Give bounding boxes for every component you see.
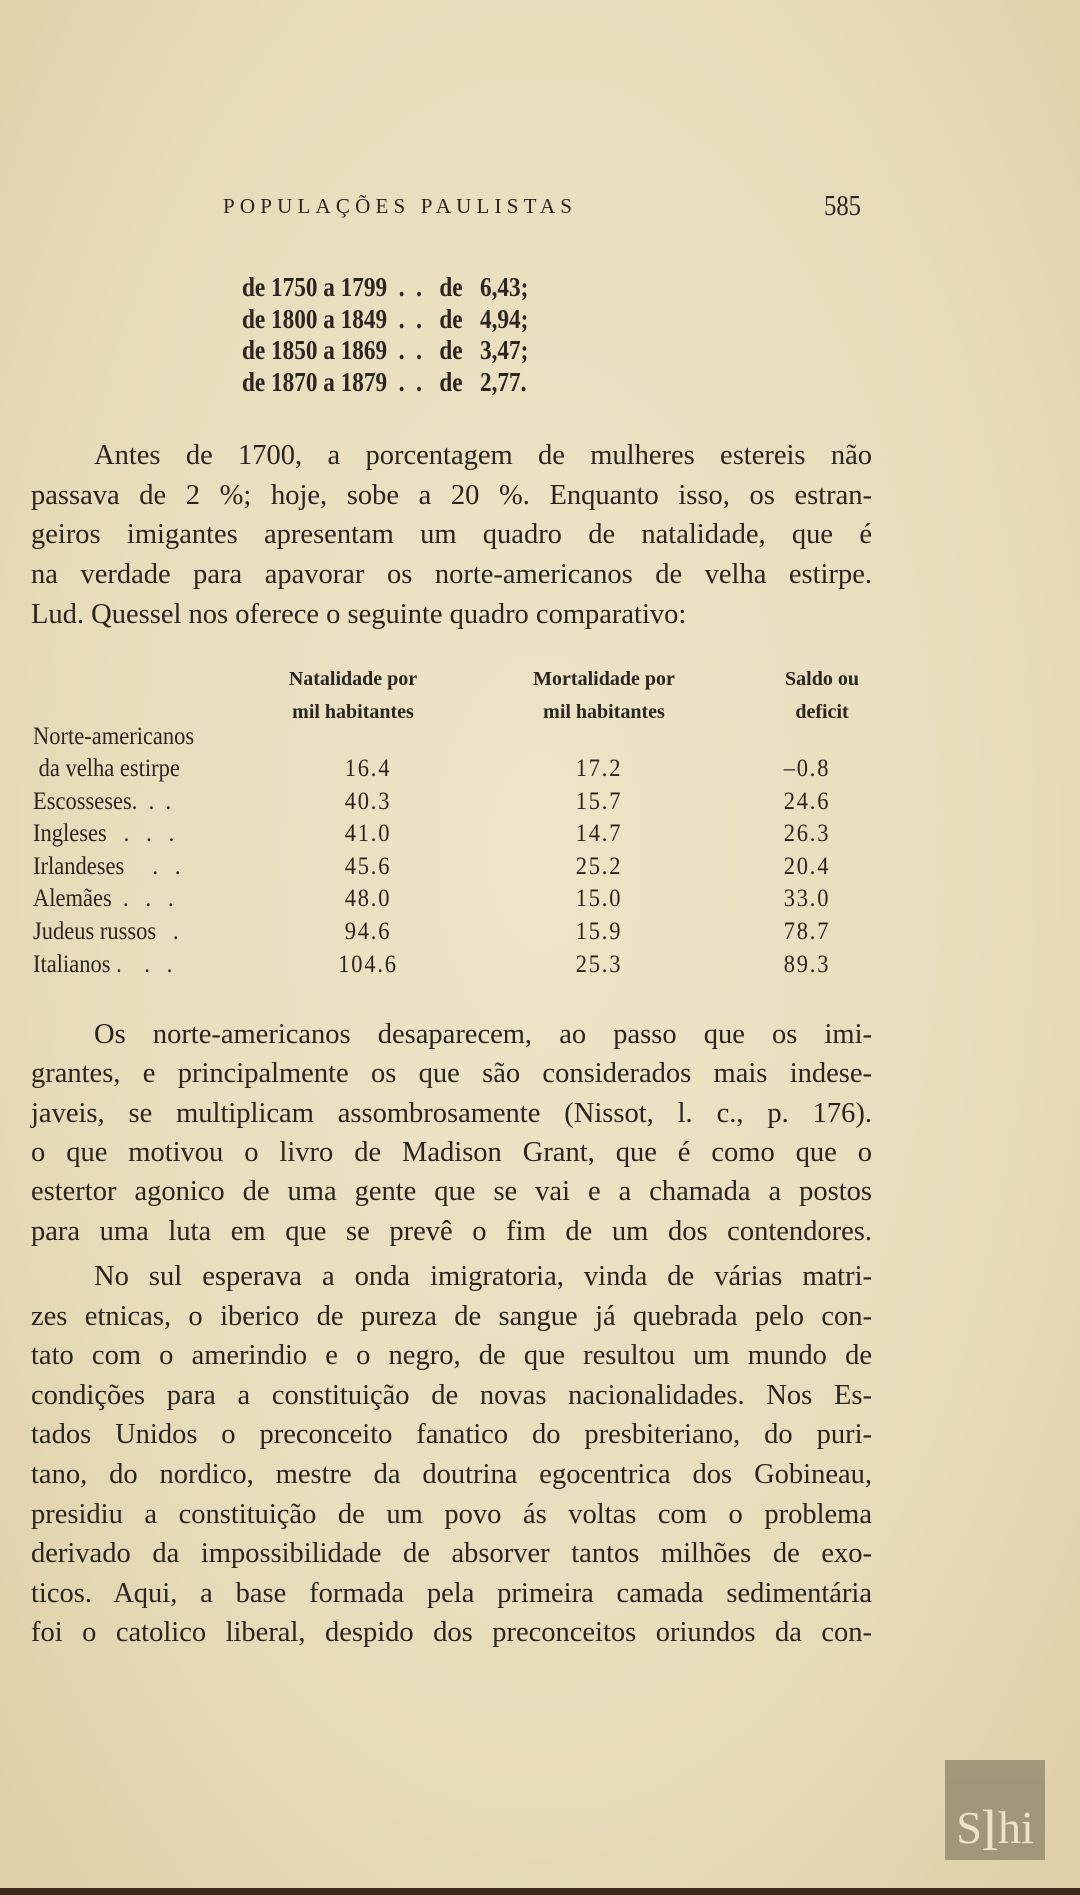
text-line: tato com o amerindio e o negro, de que resultou um mundo de bbox=[31, 1340, 872, 1372]
page-number: 585 bbox=[824, 190, 861, 222]
cell-mortalidade: 25.3 bbox=[575, 950, 623, 978]
period-line: de 1750 a 1799 . . de 6,43; bbox=[242, 272, 529, 302]
text-line: Os norte-americanos desaparecem, ao passo que os imi- bbox=[94, 1019, 872, 1050]
text-line: No sul esperava a onda imigratoria, vinda de várias matri- bbox=[94, 1261, 872, 1292]
column-header: Saldo ou bbox=[785, 668, 859, 690]
text-line: ticos. Aqui, a base formada pela primeira camada sedimentária bbox=[31, 1577, 872, 1609]
cell-saldo: 20.4 bbox=[783, 852, 831, 880]
column-header: deficit bbox=[795, 701, 849, 723]
library-logo-watermark: S l hi bbox=[945, 1760, 1045, 1860]
row-label: Italianos . . . bbox=[33, 950, 173, 978]
text-line: Antes de 1700, a porcentagem de mulheres estereis não bbox=[94, 440, 872, 471]
row-label: da velha estirpe bbox=[33, 755, 180, 782]
text-line: presidiu a constituição de um povo ás voltas com o problema bbox=[31, 1498, 872, 1530]
cell-mortalidade: 15.9 bbox=[575, 918, 623, 945]
text-line: na verdade para apavorar os norte-americanos de velha estirpe. bbox=[31, 559, 872, 591]
cell-natalidade: 16.4 bbox=[344, 755, 392, 782]
text-line: condições para a constituição de novas nacionalidades. Nos Es- bbox=[31, 1379, 872, 1411]
cell-natalidade: 41.0 bbox=[344, 820, 392, 848]
cell-natalidade: 48.0 bbox=[344, 885, 392, 913]
cell-natalidade: 40.3 bbox=[344, 787, 392, 815]
row-label: Irlandeses . . bbox=[33, 852, 181, 880]
cell-mortalidade: 15.7 bbox=[575, 787, 623, 815]
cell-natalidade: 45.6 bbox=[344, 852, 392, 880]
text-line: javeis, se multiplicam assombrosamente (Nissot, l. c., p. 176). bbox=[31, 1097, 872, 1129]
column-header: mil habitantes bbox=[292, 701, 414, 723]
running-title: POPULAÇÕES PAULISTAS bbox=[223, 194, 578, 218]
text-line: tados Unidos o preconceito fanatico do presbiteriano, do puri- bbox=[31, 1419, 872, 1451]
text-line: tano, do nordico, mestre da doutrina egocentrica dos Gobineau, bbox=[31, 1459, 872, 1490]
period-line: de 1850 a 1869 . . de 3,47; bbox=[242, 335, 529, 365]
period-line: de 1870 a 1879 . . de 2,77. bbox=[242, 366, 527, 397]
cell-mortalidade: 14.7 bbox=[575, 820, 623, 848]
cell-saldo: 26.3 bbox=[783, 820, 831, 848]
row-label: Judeus russos . bbox=[33, 918, 179, 945]
cell-natalidade: 104.6 bbox=[338, 950, 398, 978]
cell-mortalidade: 17.2 bbox=[575, 755, 623, 782]
cell-mortalidade: 15.0 bbox=[575, 885, 623, 913]
text-line: para uma luta em que se prevê o fim de um dos contendores. bbox=[31, 1215, 872, 1247]
cell-natalidade: 94.6 bbox=[344, 918, 392, 945]
column-header: Mortalidade por bbox=[533, 668, 675, 690]
column-header: mil habitantes bbox=[543, 701, 665, 723]
page-bottom-edge bbox=[0, 1888, 1080, 1895]
text-line: estertor agonico de uma gente que se vai e a chamada a postos bbox=[31, 1176, 872, 1208]
text-line: grantes, e principalmente os que são considerados mais indese- bbox=[31, 1058, 872, 1090]
text-line: Lud. Quessel nos oferece o seguinte quadro comparativo: bbox=[31, 598, 687, 630]
column-header: Natalidade por bbox=[288, 668, 418, 690]
row-label: Escosseses. . . bbox=[33, 787, 172, 815]
text-line: o que motivou o livro de Madison Grant, que é como que o bbox=[31, 1136, 872, 1168]
cell-mortalidade: 25.2 bbox=[575, 852, 623, 880]
text-line: zes etnicas, o iberico de pureza de sangue já quebrada pelo con- bbox=[31, 1300, 872, 1332]
text-line: geiros imigantes apresentam um quadro de natalidade, que é bbox=[31, 519, 872, 551]
cell-saldo: 78.7 bbox=[783, 918, 831, 945]
period-line: de 1800 a 1849 . . de 4,94; bbox=[242, 303, 529, 334]
cell-saldo: –0.8 bbox=[783, 755, 831, 782]
text-line: foi o catolico liberal, despido dos preconceitos oriundos da con- bbox=[31, 1617, 872, 1649]
row-label: Ingleses . . . bbox=[33, 820, 175, 848]
text-line: derivado da impossibilidade de absorver tantos milhões de exo- bbox=[31, 1538, 872, 1570]
row-label: Norte-americanos bbox=[33, 723, 195, 750]
text-line: passava de 2 %; hoje, sobe a 20 %. Enquanto isso, os estran- bbox=[31, 479, 872, 511]
cell-saldo: 33.0 bbox=[783, 885, 831, 913]
cell-saldo: 24.6 bbox=[783, 787, 831, 815]
cell-saldo: 89.3 bbox=[783, 950, 831, 978]
row-label: Alemães . . . bbox=[33, 885, 174, 913]
